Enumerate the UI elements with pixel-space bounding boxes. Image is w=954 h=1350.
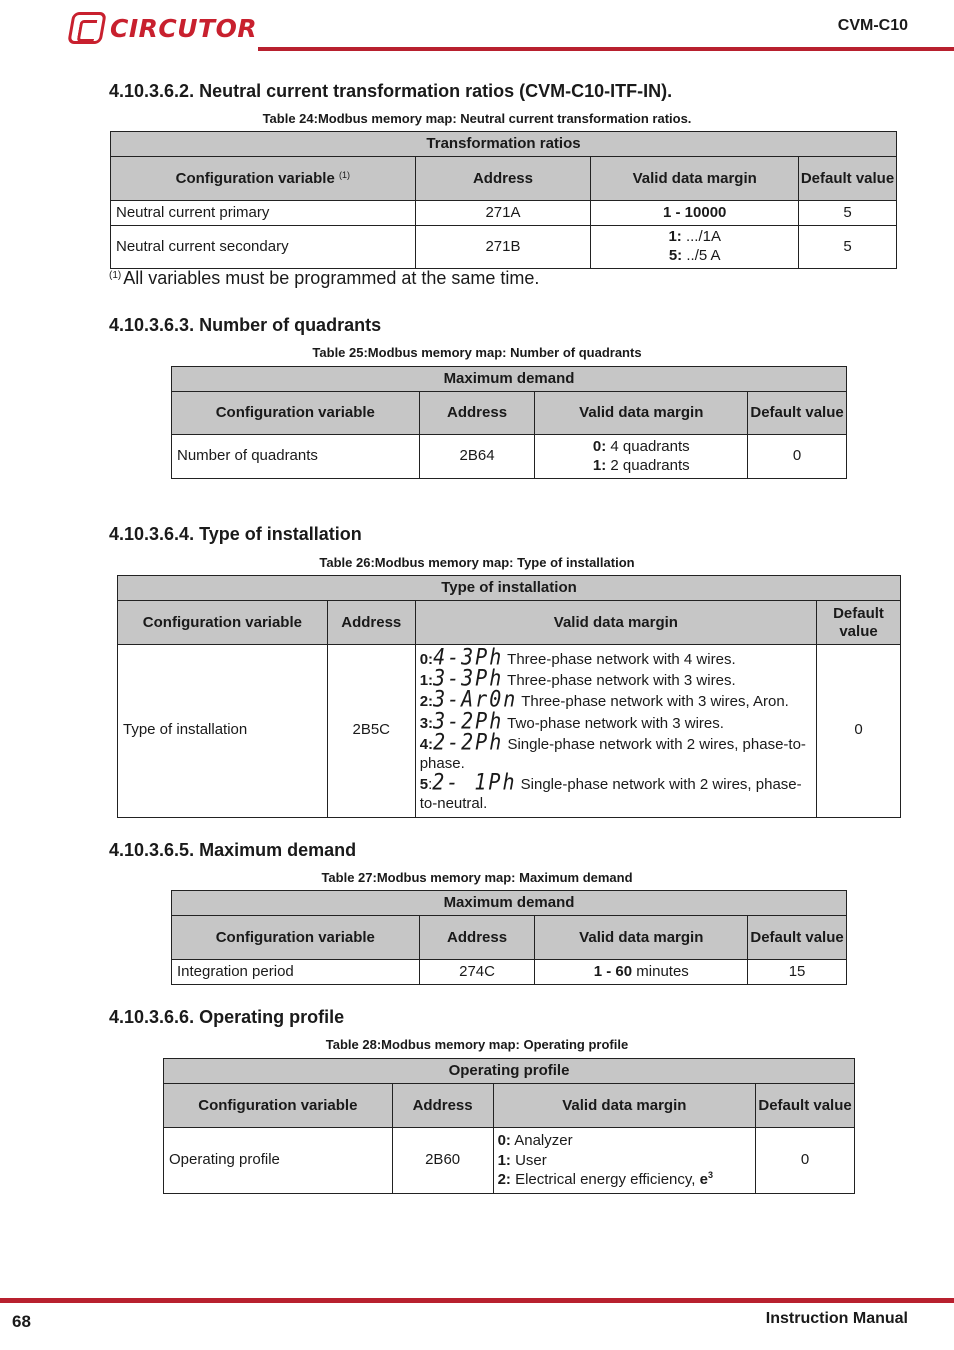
section-heading-max-demand: 4.10.3.6.5. Maximum demand — [109, 840, 357, 860]
table-row: Operating profile 2B60 0: Analyzer 1: User 2: Electrical energy efficiency, $e^3$ 0 — [164, 1128, 855, 1194]
col-valid-data-margin: Valid data margin — [535, 916, 748, 960]
model-name: CVM-C10 — [837, 17, 908, 34]
table-group-header: Maximum demand — [172, 891, 847, 916]
circutor-logo-icon — [67, 12, 107, 44]
table-row: Integration period 274C 1 - 60 minutes 15 — [172, 960, 847, 985]
table-row: Number of quadrants 2B64 0: 4 quadrants 1: 2 quadrants 0 — [172, 435, 847, 479]
col-default-value: Default value — [756, 1084, 855, 1128]
col-address: Address — [419, 392, 535, 435]
col-valid-data-margin: Valid data margin — [591, 157, 799, 201]
col-config-variable: Configuration variable — [172, 916, 420, 960]
col-address: Address — [415, 157, 591, 201]
brand-name: CIRCUTOR — [110, 13, 258, 43]
section-heading-quadrants: 4.10.3.6.3. Number of quadrants — [109, 315, 382, 335]
table-26-caption: Table 26:Modbus memory map: Type of installation — [319, 555, 635, 570]
table-27 — [171, 890, 847, 985]
col-default-value: Default value — [748, 916, 847, 960]
display-code: 4-3Ph — [433, 643, 504, 671]
display-code: 3-Ar0n — [433, 686, 518, 713]
table-row: Type of installation 2B5C 0:4-3Ph Three-phase network with 4 wires. 1:3-3Ph Three-phase network with 3 wires. 2:3-Ar0n Three-phase network with 3 wires, Aron. 3:3-2Ph Two-phase network with 3 wires. 4:2-2Ph Single-phase network with 2 wires, phase-to-phase. 5:2- 1Ph Single-phase network with 2 wires, phase-to-neutral. 0 — [118, 645, 901, 818]
col-default-value: Default value — [799, 157, 897, 201]
table-24 — [110, 131, 897, 269]
col-config-variable: Configuration variable — [118, 601, 328, 645]
display-code: 3-3Ph — [433, 664, 504, 692]
col-valid-data-margin: Valid data margin — [415, 601, 816, 645]
display-code: 3-2Ph — [433, 707, 504, 734]
table-group-header: Transformation ratios — [111, 132, 897, 157]
col-valid-data-margin: Valid data margin — [535, 392, 748, 435]
table-footnote: $^{(1)}$ All variables must be programmed at the same time. — [109, 268, 540, 288]
table-row: Neutral current secondary 271B 1: .../1A 5: ../5 A 5 — [111, 226, 897, 269]
table-28 — [163, 1058, 855, 1194]
table-row: Neutral current primary 271A 1 - 10000 5 — [111, 201, 897, 226]
col-config-variable: Configuration variable — [164, 1084, 393, 1128]
table-24-caption: Table 24:Modbus memory map: Neutral current transformation ratios. — [262, 111, 692, 126]
page-number: 68 — [12, 1312, 31, 1331]
display-code: 2-2Ph — [433, 728, 504, 755]
col-config-variable: Configuration variable $^{(1)}$ — [111, 157, 416, 201]
col-address: Address — [392, 1084, 493, 1128]
table-25-caption: Table 25:Modbus memory map: Number of quadrants — [312, 345, 642, 360]
footer-rule — [0, 1298, 954, 1303]
table-28-caption: Table 28:Modbus memory map: Operating profile — [325, 1037, 629, 1052]
col-address: Address — [327, 601, 415, 645]
option-item: 1:3-3Ph Three-phase network with 3 wires. — [419, 664, 736, 692]
section-heading-installation: 4.10.3.6.4. Type of installation — [109, 524, 362, 544]
option-item: 4:2-2Ph Single-phase network with 2 wires, phase-to-phase. — [419, 728, 806, 772]
display-code: 2- 1Ph — [432, 768, 517, 796]
manual-title: Instruction Manual — [765, 1310, 908, 1327]
section-heading-neutral-ratios: 4.10.3.6.2. Neutral current transformation ratios (CVM-C10-ITF-IN). — [109, 81, 673, 101]
table-group-header: Maximum demand — [172, 367, 847, 392]
col-address: Address — [419, 916, 535, 960]
option-item: 0:4-3Ph Three-phase network with 4 wires. — [419, 643, 736, 671]
option-item: 5:2- 1Ph Single-phase network with 2 wires, phase-to-neutral. — [419, 768, 802, 813]
col-valid-data-margin: Valid data margin — [493, 1084, 756, 1128]
col-default-value: Default value — [748, 392, 847, 435]
option-item: 2:3-Ar0n Three-phase network with 3 wires, Aron. — [419, 686, 789, 713]
table-group-header: Operating profile — [164, 1059, 855, 1084]
col-default-value: Default value — [817, 601, 901, 645]
section-heading-operating-profile: 4.10.3.6.6. Operating profile — [109, 1007, 345, 1027]
header-rule — [258, 47, 954, 51]
option-item: 3:3-2Ph Two-phase network with 3 wires. — [419, 707, 724, 734]
table-group-header: Type of installation — [118, 576, 901, 601]
brand-logo — [70, 12, 257, 44]
table-27-caption: Table 27:Modbus memory map: Maximum demand — [321, 870, 633, 885]
col-config-variable: Configuration variable — [172, 392, 420, 435]
table-25 — [171, 366, 847, 479]
table-26 — [117, 575, 901, 818]
